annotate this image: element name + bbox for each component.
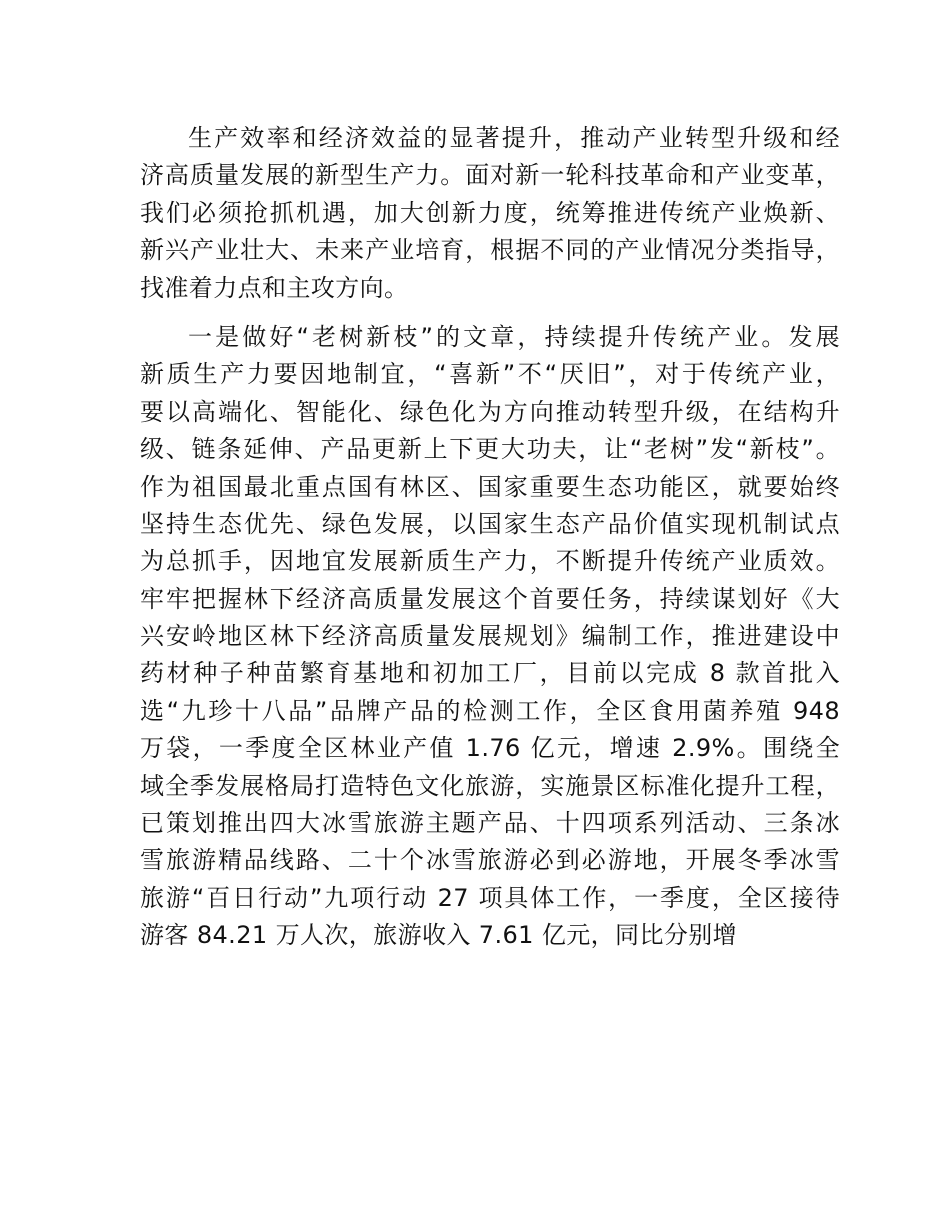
text-line: 新兴产业壮大、未来产业培育，根据不同的产业情况分类指导， [140,236,840,265]
text-line: 作为祖国最北重点国有林区、国家重要生态功能区，就要始终 [140,472,840,501]
paragraph-gap [140,307,840,319]
text-line: 万袋，一季度全区林业产值 1.76 亿元，增速 2.9%。围绕全 [140,734,840,763]
text-line: 已策划推出四大冰雪旅游主题产品、十四项系列活动、三条冰 [140,809,840,838]
text-line: 级、链条延伸、产品更新上下更大功夫，让“老树”发“新枝”。 [140,435,840,464]
text-line: 域全季发展格局打造特色文化旅游，实施景区标准化提升工程， [140,771,840,800]
text-line: 济高质量发展的新型生产力。面对新一轮科技革命和产业变革， [140,161,840,190]
text-line: 为总抓手，因地宜发展新质生产力，不断提升传统产业质效。 [140,547,840,576]
paragraph-1 [140,120,840,307]
text-line: 要以高端化、智能化、绿色化为方向推动转型升级，在结构升 [140,397,840,426]
text-line: 生产效率和经济效益的显著提升，推动产业转型升级和经 [188,124,840,152]
text-line: 新质生产力要因地制宜，“喜新”不“厌旧”，对于传统产业， [140,360,840,389]
text-line: 找准着力点和主攻方向。 [140,273,409,302]
text-line: 一是做好“老树新枝”的文章，持续提升传统产业。发展 [188,322,840,351]
text-line: 坚持生态优先、绿色发展，以国家生态产品价值实现机制试点 [140,509,840,538]
text-line: 雪旅游精品线路、二十个冰雪旅游必到必游地，开展冬季冰雪 [140,846,840,875]
text-line: 我们必须抢抓机遇，加大创新力度，统筹推进传统产业焕新、 [140,198,840,227]
paragraph-2 [140,319,840,955]
text-line: 药材种子种苗繁育基地和初加工厂，目前以完成 8 款首批入 [140,659,840,688]
text-line: 旅游“百日行动”九项行动 27 项具体工作，一季度，全区接待 [140,883,840,912]
text-line: 游客 84.21 万人次，旅游收入 7.61 亿元，同比分别增 [140,921,738,950]
text-line: 兴安岭地区林下经济高质量发展规划》编制工作，推进建设中 [140,622,840,651]
text-line: 牢牢把握林下经济高质量发展这个首要任务，持续谋划好《大 [140,584,840,613]
text-line: 选“九珍十八品”品牌产品的检测工作，全区食用菌养殖 948 [140,696,840,725]
body-text [140,120,840,955]
